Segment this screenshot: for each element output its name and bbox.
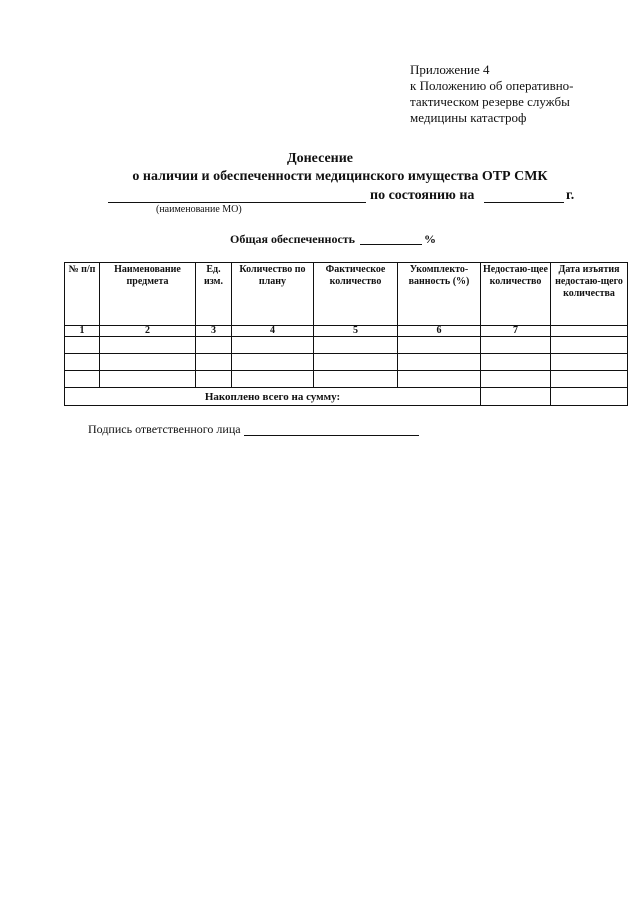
- header-cell-planned-qty: Количество по плану: [232, 263, 314, 326]
- column-number: 1: [65, 326, 100, 337]
- table-cell[interactable]: [232, 337, 314, 354]
- table-cell[interactable]: [100, 354, 196, 371]
- document-title: Донесение: [286, 151, 354, 166]
- total-cell[interactable]: [551, 388, 628, 406]
- as-of-line: [108, 188, 588, 222]
- column-number: [551, 326, 628, 337]
- table-row: [65, 371, 628, 388]
- annex-line-4: медицины катастроф: [410, 110, 527, 125]
- as-of-label: по состоянию на: [370, 188, 475, 203]
- total-cell[interactable]: [481, 388, 551, 406]
- column-number: 6: [398, 326, 481, 337]
- table-cell[interactable]: [551, 371, 628, 388]
- total-row: [65, 388, 628, 406]
- column-number: 7: [481, 326, 551, 337]
- table-row: [65, 337, 628, 354]
- overall-supply-line: [230, 232, 436, 247]
- mo-caption: (наименование МО): [156, 204, 242, 215]
- column-number: 3: [196, 326, 232, 337]
- table-cell[interactable]: [314, 337, 398, 354]
- table-cell[interactable]: [551, 337, 628, 354]
- mo-name-blank[interactable]: [108, 202, 366, 203]
- table-cell[interactable]: [481, 337, 551, 354]
- table-cell[interactable]: [481, 371, 551, 388]
- header-cell-unit: Ед. изм.: [196, 263, 232, 326]
- table-header-row: [65, 263, 628, 326]
- table-cell[interactable]: [398, 371, 481, 388]
- table-cell[interactable]: [314, 371, 398, 388]
- overall-unit: %: [424, 232, 437, 246]
- annex-block: [410, 62, 630, 126]
- signature-line: [88, 422, 419, 437]
- table-cell[interactable]: [232, 354, 314, 371]
- table-cell[interactable]: [65, 354, 100, 371]
- document-subtitle: о наличии и обеспеченности медицинского имущества ОТР СМК: [132, 169, 548, 184]
- signature-label: Подпись ответственного лица: [88, 422, 241, 436]
- date-blank[interactable]: [484, 202, 564, 203]
- signature-blank[interactable]: [244, 435, 419, 436]
- header-cell-withdrawal-date: Дата изъятия недостаю-щего количества: [551, 263, 628, 326]
- table-cell[interactable]: [65, 337, 100, 354]
- header-cell-num: № п/п: [65, 263, 100, 326]
- total-label: Накоплено всего на сумму:: [65, 388, 481, 406]
- overall-percent-blank[interactable]: [360, 244, 422, 245]
- header-cell-actual-qty: Фактическое количество: [314, 263, 398, 326]
- table-cell[interactable]: [196, 354, 232, 371]
- overall-label: Общая обеспеченность: [230, 232, 356, 246]
- table-cell[interactable]: [65, 371, 100, 388]
- table-cell[interactable]: [100, 337, 196, 354]
- header-cell-shortage-qty: Недостаю-щее количество: [481, 263, 551, 326]
- table-cell[interactable]: [481, 354, 551, 371]
- table-row: [65, 354, 628, 371]
- inventory-table: [64, 262, 628, 406]
- annex-line-2: к Положению об оперативно-: [410, 78, 574, 93]
- table-cell[interactable]: [398, 337, 481, 354]
- year-suffix: г.: [566, 188, 575, 203]
- column-number: 5: [314, 326, 398, 337]
- table-cell[interactable]: [398, 354, 481, 371]
- table-cell[interactable]: [551, 354, 628, 371]
- table-cell[interactable]: [100, 371, 196, 388]
- header-cell-completeness: Укомплекто-ванность (%): [398, 263, 481, 326]
- header-cell-item-name: Наименование предмета: [100, 263, 196, 326]
- annex-line-3: тактическом резерве службы: [410, 94, 570, 109]
- table-cell[interactable]: [314, 354, 398, 371]
- column-number: 2: [100, 326, 196, 337]
- table-cell[interactable]: [196, 371, 232, 388]
- table-cell[interactable]: [232, 371, 314, 388]
- column-number: 4: [232, 326, 314, 337]
- column-number-row: [65, 326, 628, 337]
- annex-line-1: Приложение 4: [410, 62, 490, 77]
- table-cell[interactable]: [196, 337, 232, 354]
